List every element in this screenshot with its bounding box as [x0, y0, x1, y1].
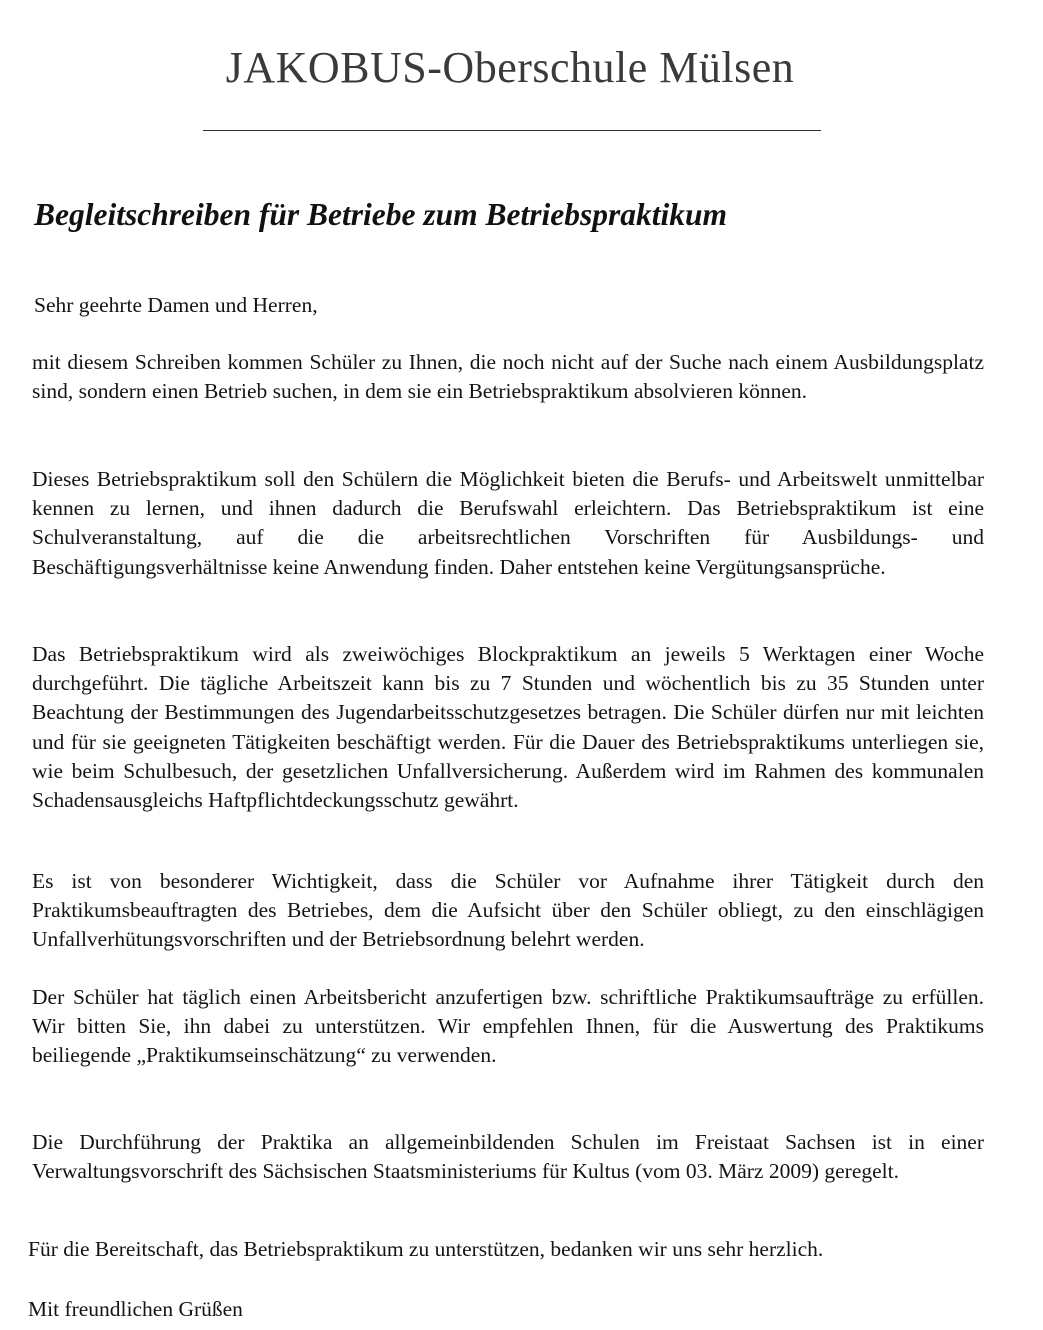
closing-line: Mit freundlichen Grüßen: [28, 1297, 243, 1321]
paragraph-regulation: Die Durchführung der Praktika an allgemeinbildenden Schulen im Freistaat Sachsen ist in einer Verwaltungsvorschrift des Sächsischen Staatsministeriums für Kultus (vom 03. März 2009) geregelt.: [32, 1130, 984, 1184]
letter-title: Begleitschreiben für Betriebe zum Betriebspraktikum: [34, 197, 728, 232]
paragraph-report: Der Schüler hat täglich einen Arbeitsbericht anzufertigen bzw. schriftliche Praktikumsaufträge zu erfüllen. Wir bitten Sie, ihn dabei zu unterstützen. Wir empfehlen Ihnen, für die Auswertung des Praktikums beiliegende „Praktikumseinschätzung“ zu verwenden.: [32, 985, 984, 1068]
paragraph-purpose: Dieses Betriebspraktikum soll den Schülern die Möglichkeit bieten die Berufs- und Arbeitswelt unmittelbar kennen zu lernen, und ihnen dadurch die Berufswahl erleichtern. Das Betriebspraktikum ist eine Schulveranstaltung, auf die die arbeitsrechtlichen Vorschriften für Ausbildungs- und Beschäftigungsverhältnisse keine Anwendung finden. Daher entstehen keine Vergütungsansprüche.: [32, 467, 984, 579]
header-divider-line: [203, 130, 821, 131]
salutation: Sehr geehrte Damen und Herren,: [34, 293, 318, 317]
thanks-line: Für die Bereitschaft, das Betriebspraktikum zu unterstützen, bedanken wir uns sehr herzlich.: [28, 1237, 824, 1261]
paragraph-schedule: Das Betriebspraktikum wird als zweiwöchiges Blockpraktikum an jeweils 5 Werktagen einer Woche durchgeführt. Die tägliche Arbeitszeit kann bis zu 7 Stunden und wöchentlich bis zu 35 Stunden unter Beachtung der Bestimmungen des Jugendarbeitsschutzgesetzes betragen. Die Schüler dürfen nur mit leichten und für sie geeigneten Tätigkeiten beschäftigt werden. Für die Dauer des Betriebspraktikums unterliegen sie, wie beim Schulbesuch, der gesetzlichen Unfallversicherung. Außerdem wird im Rahmen des kommunalen Schadensausgleichs Haftpflichtdeckungsschutz gewährt.: [32, 642, 984, 813]
paragraph-safety: Es ist von besonderer Wichtigkeit, dass die Schüler vor Aufnahme ihrer Tätigkeit durch den Praktikumsbeauftragten des Betriebes, dem die Aufsicht über den Schüler obliegt, zu den einschlägigen Unfallverhütungsvorschriften und der Betriebsordnung belehrt werden.: [32, 869, 984, 952]
school-name-heading: JAKOBUS-Oberschule Mülsen: [225, 43, 795, 92]
paragraph-intro: mit diesem Schreiben kommen Schüler zu Ihnen, die noch nicht auf der Suche nach einem Ausbildungsplatz sind, sondern einen Betrieb suchen, in dem sie ein Betriebspraktikum absolvieren können.: [32, 350, 984, 404]
